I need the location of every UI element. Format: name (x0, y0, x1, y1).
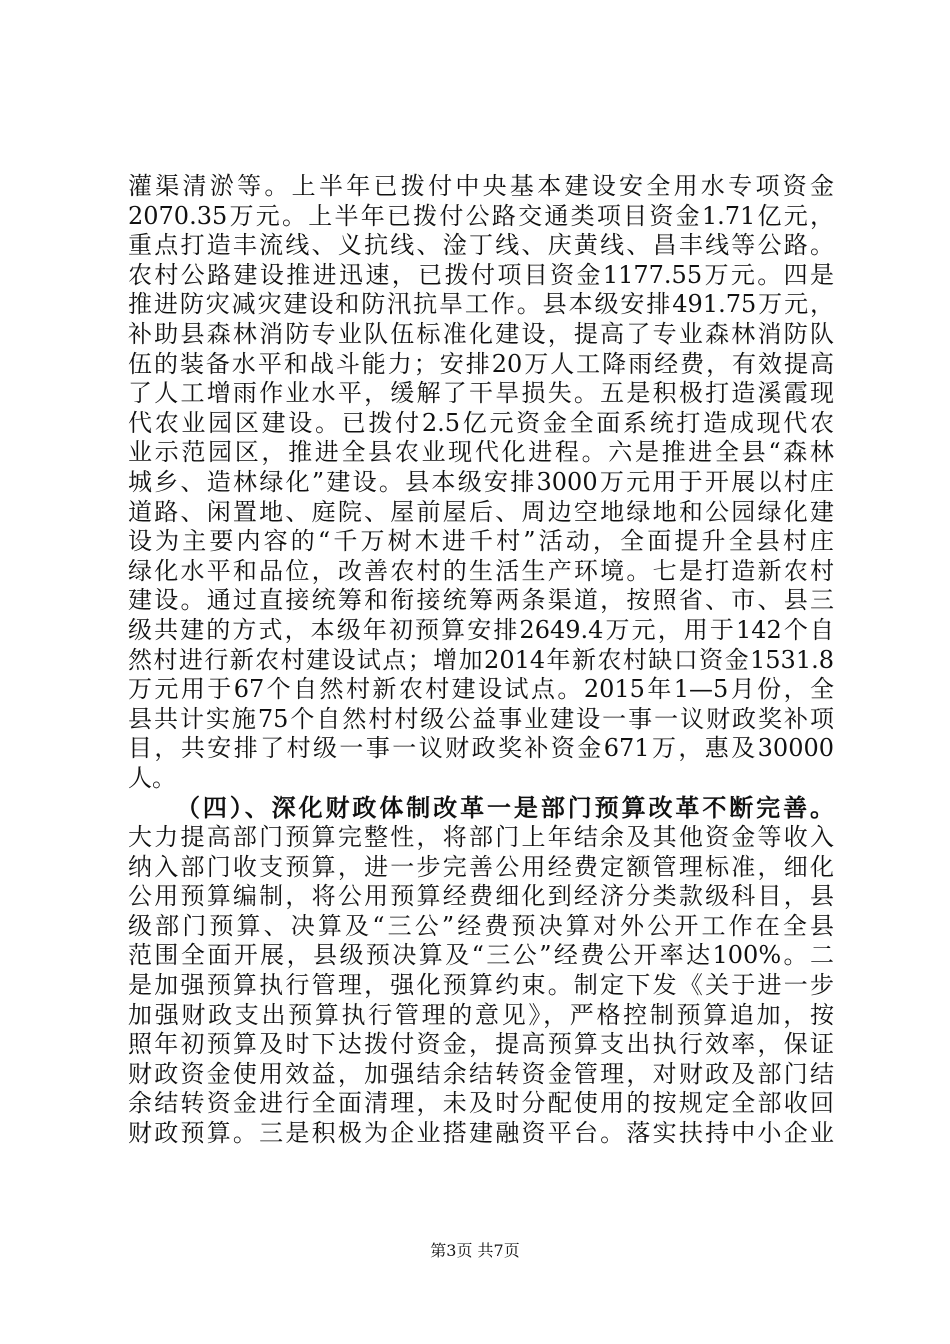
text-line: 业示范园区，推进全县农业现代化进程。六是推进全县“森林 (128, 438, 834, 467)
paragraph-2 (128, 823, 834, 1149)
text-line: 推进防灾减灾建设和防汛抗旱工作。县本级安排491.75万元， (128, 290, 834, 319)
text-line: 范围全面开展，县级预决算及“三公”经费公开率达100%。二 (128, 941, 834, 970)
text-line: 了人工增雨作业水平，缓解了干旱损失。五是积极打造溪霞现 (128, 379, 834, 408)
paragraph-1 (128, 172, 834, 793)
text-line: 纳入部门收支预算，进一步完善公用经费定额管理标准，细化 (128, 852, 834, 881)
text-line: 建设。通过直接统筹和衔接统筹两条渠道，按照省、市、县三 (128, 586, 834, 615)
text-line: 城乡、造林绿化”建设。县本级安排3000万元用于开展以村庄 (128, 467, 834, 496)
text-line: 绿化水平和品位，改善农村的生活生产环境。七是打造新农村 (128, 556, 834, 585)
text-line: 大力提高部门预算完整性，将部门上年结余及其他资金等收入 (128, 823, 834, 852)
text-line: 财政资金使用效益，加强结余结转资金管理，对财政及部门结 (128, 1059, 834, 1088)
text-line: 公用预算编制，将公用预算经费细化到经济分类款级科目，县 (128, 882, 834, 911)
text-line: 财政预算。三是积极为企业搭建融资平台。落实扶持中小企业 (128, 1119, 834, 1147)
text-line: 设为主要内容的“千万树木进千村”活动，全面提升全县村庄 (128, 527, 834, 556)
text-line: 2070.35万元。上半年已拨付公路交通类项目资金1.71亿元， (128, 201, 834, 230)
body-text (128, 172, 834, 1149)
text-line: 万元用于67个自然村新农村建设试点。2015年1—5月份，全 (128, 675, 834, 704)
text-line: 道路、闲置地、庭院、屋前屋后、周边空地绿地和公园绿化建 (128, 497, 834, 526)
page-number-footer: 第3页 共7页 (430, 1241, 520, 1260)
text-line: 补助县森林消防专业队伍标准化建设，提高了专业森林消防队 (128, 319, 834, 348)
text-line: 级部门预算、决算及“三公”经费预决算对外公开工作在全县 (128, 911, 834, 940)
text-line: 县共计实施75个自然村村级公益事业建设一事一议财政奖补项 (128, 704, 834, 733)
text-line: 人。 (128, 763, 176, 792)
text-line: 级共建的方式，本级年初预算安排2649.4万元，用于142个自 (128, 615, 834, 644)
text-line: 代农业园区建设。已拨付2.5亿元资金全面系统打造成现代农 (128, 408, 834, 437)
text-line: 是加强预算执行管理，强化预算约束。制定下发《关于进一步 (128, 971, 834, 1000)
text-line: 农村公路建设推进迅速，已拨付项目资金1177.55万元。四是 (128, 260, 834, 289)
text-line: 加强财政支出预算执行管理的意见》，严格控制预算追加，按 (128, 1000, 834, 1029)
text-line: 伍的装备水平和战斗能力；安排20万人工降雨经费，有效提高 (128, 349, 834, 378)
text-line: 余结转资金进行全面清理，未及时分配使用的按规定全部收回 (128, 1089, 834, 1118)
text-line: 目，共安排了村级一事一议财政奖补资金671万，惠及30000 (128, 734, 834, 763)
text-line: 然村进行新农村建设试点；增加2014年新农村缺口资金1531.8 (128, 645, 834, 674)
text-line: 灌渠清淤等。上半年已拨付中央基本建设安全用水专项资金 (128, 172, 834, 200)
text-line: 照年初预算及时下达拨付资金，提高预算支出执行效率，保证 (128, 1030, 834, 1059)
text-line: 重点打造丰流线、义抗线、淦丁线、庆黄线、昌丰线等公路。 (128, 231, 834, 260)
section-heading: （四）、深化财政体制改革一是部门预算改革不断完善。 (176, 793, 834, 823)
